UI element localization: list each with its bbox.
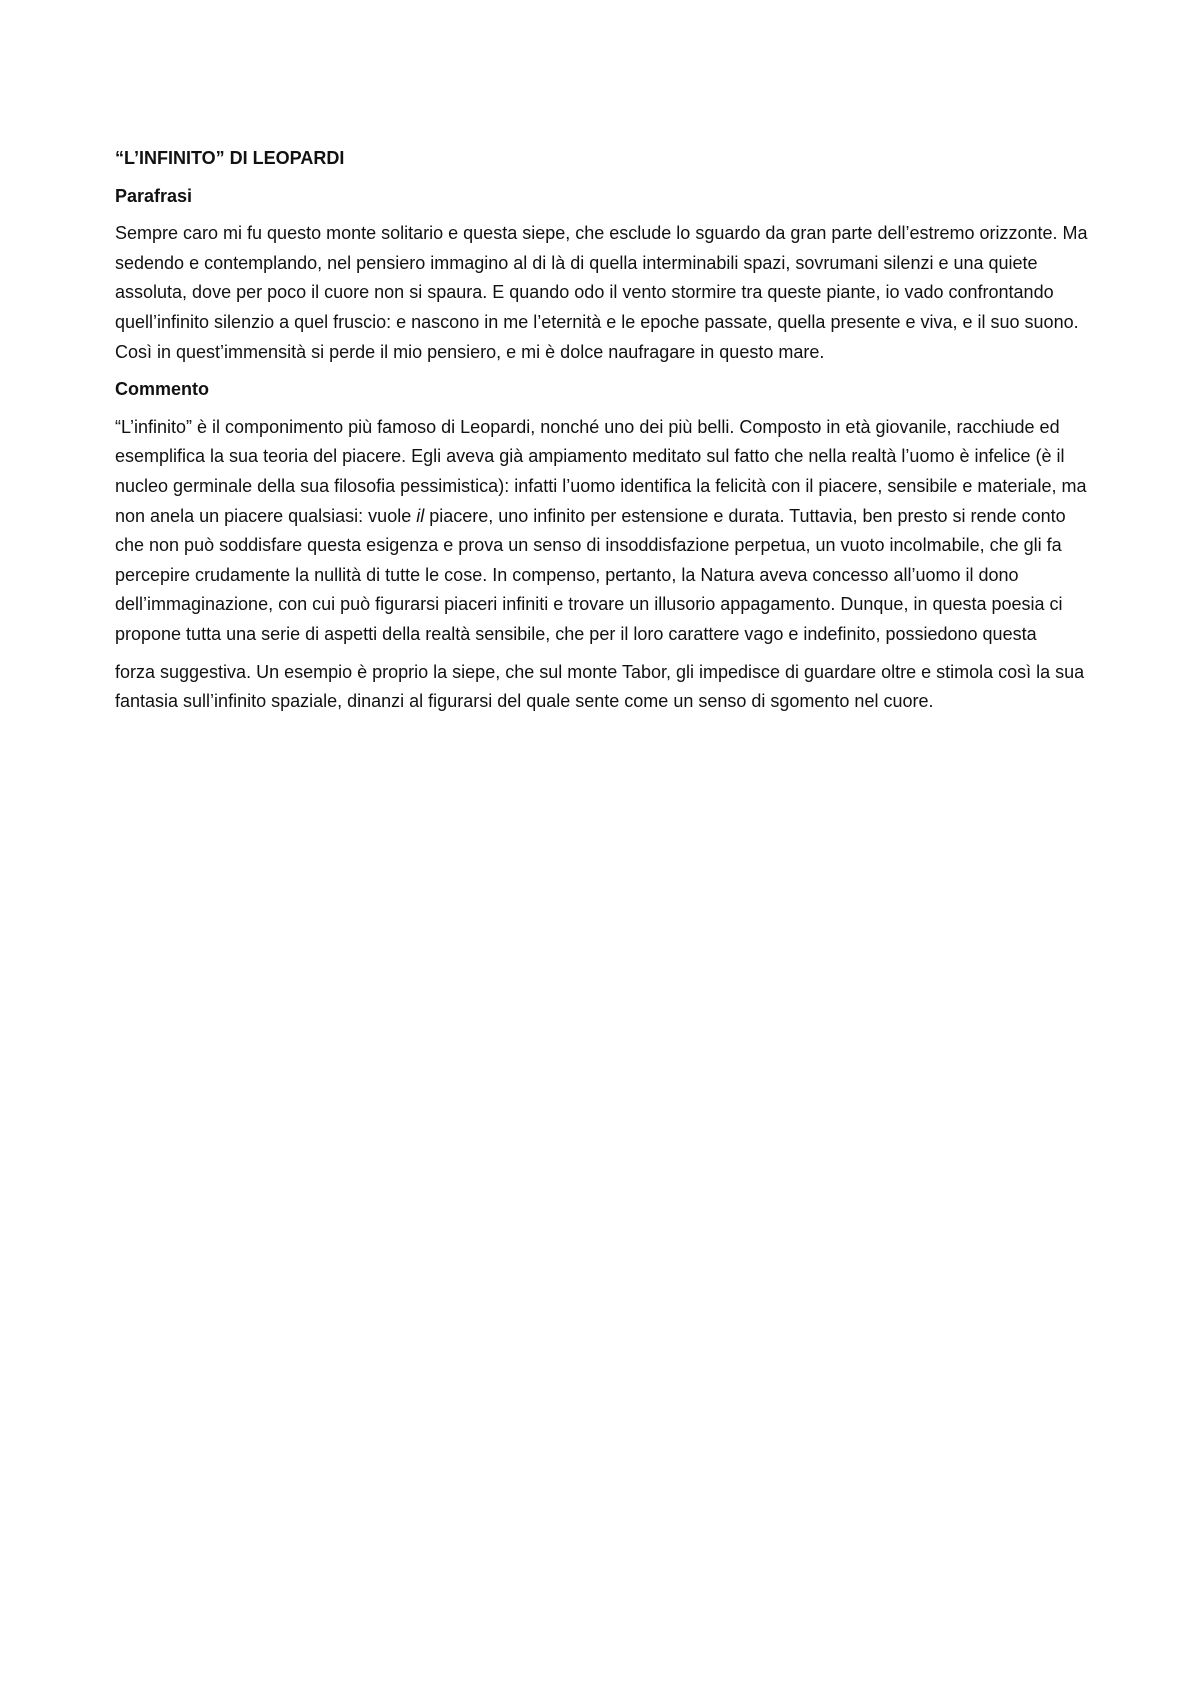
- paragraph-commento-1-italic: il: [416, 505, 425, 526]
- paragraph-commento-1: [115, 413, 1095, 650]
- section-heading-parafrasi: Parafrasi: [115, 185, 193, 206]
- document-title: “L’INFINITO” DI LEOPARDI: [115, 148, 345, 168]
- paragraph-commento-2: forza suggestiva. Un esempio è proprio la siepe, che sul monte Tabor, gli impedisce di guardare oltre e stimola così la sua fantasia sull’infinito spaziale, dinanzi al figurarsi del quale sente come un senso di sgomento nel cuore.: [115, 661, 1085, 712]
- paragraph-commento-1-part-b: piacere, uno infinito per estensione e durata. Tuttavia, ben presto si rende conto che non può soddisfare questa esigenza e prova un senso di insoddisfazione perpetua, un vuoto incolmabile, che gli fa percepire crudamente la nullità di tutte le cose. In compenso, pertanto, la Natura aveva concesso all’uomo il dono dell’immaginazione, con cui può figurarsi piaceri infiniti e trovare un illusorio appagamento. Dunque, in questa poesia ci propone tutta una serie di aspetti della realtà sensibile, che per il loro carattere vago e indefinito, possiedono questa: [115, 505, 1066, 644]
- section-heading-commento: Commento: [115, 379, 209, 400]
- paragraph-commento-1-part-a: “L’infinito” è il componimento più famoso di Leopardi, nonché uno dei più belli. Composto in età giovanile, racchiude ed esemplifica la sua teoria del piacere. Egli aveva già ampiamento meditato sul fatto che nella realtà l’uomo è infelice (è il nucleo germinale della sua filosofia pessimistica): infatti l’uomo identifica la felicità con il piacere, sensibile e materiale, ma non anela un piacere qualsiasi: vuole: [115, 416, 1087, 526]
- document-body: [115, 144, 1095, 725]
- paragraph-parafrasi: Sempre caro mi fu questo monte solitario e questa siepe, che esclude lo sguardo da gran parte dell’estremo orizzonte. Ma sedendo e contemplando, nel pensiero immagino al di là di quella interminabili spazi, sovrumani silenzi e una quiete assoluta, dove per poco il cuore non si spaura. E quando odo il vento stormire tra queste piante, io vado confrontando quell’infinito silenzio a quel fruscio: e nascono in me l’eternità e le epoche passate, quella presente e viva, e il suo suono. Così in quest’immensità si perde il mio pensiero, e mi è dolce naufragare in questo mare.: [115, 223, 1088, 362]
